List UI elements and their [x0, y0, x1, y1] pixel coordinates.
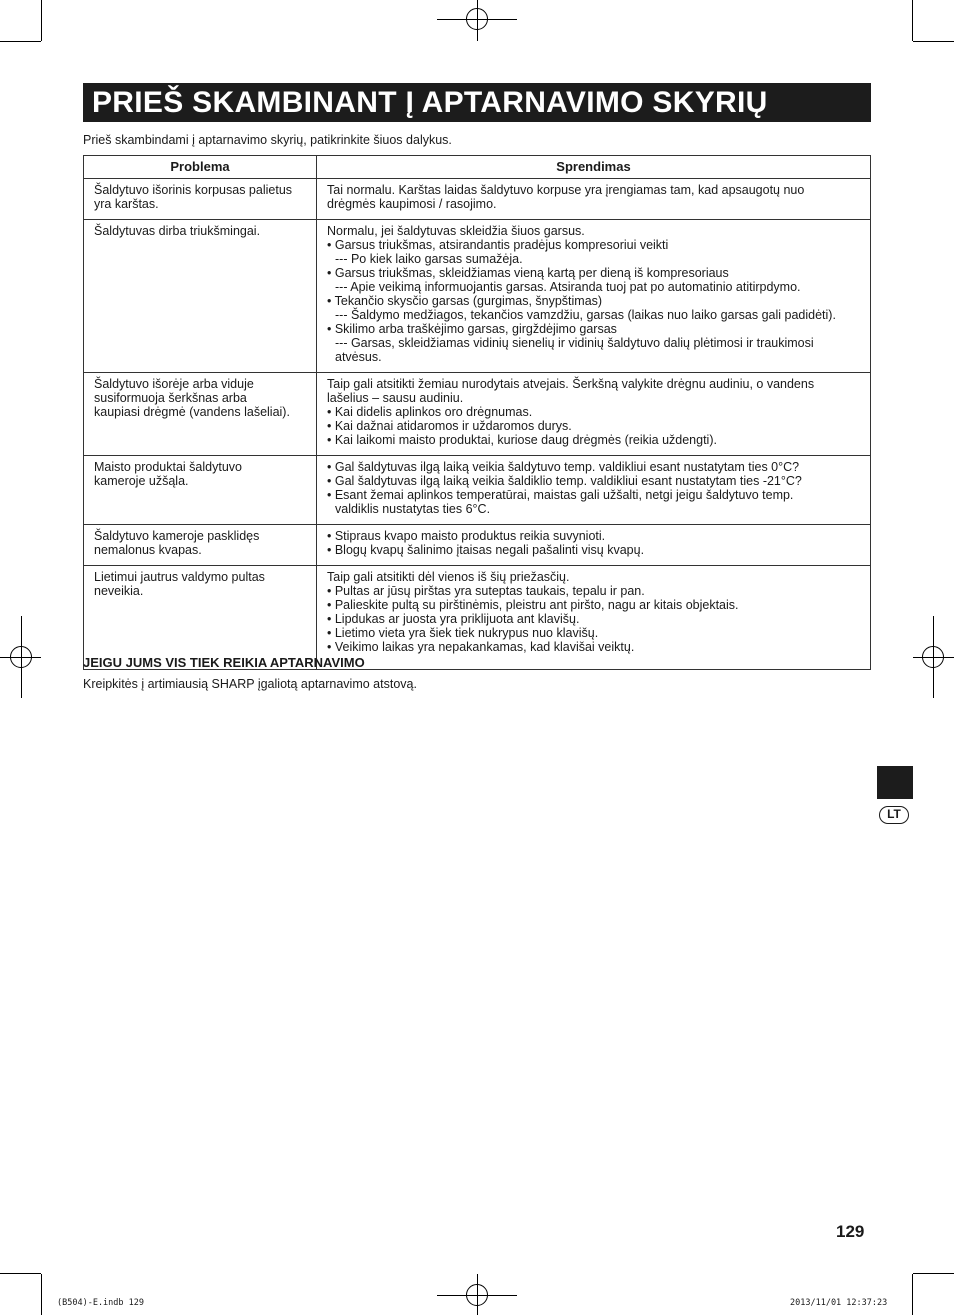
footer-timestamp: 2013/11/01 12:37:23	[790, 1298, 888, 1308]
solution-line: Taip gali atsitikti dėl vienos iš šių priežasčių.	[327, 570, 570, 584]
solution-line: valdiklis nustatytas ties 6°C.	[335, 502, 491, 516]
header-problem: Problema	[84, 156, 317, 179]
problem-cell	[84, 373, 317, 456]
solution-line: atvėsus.	[335, 350, 382, 364]
problem-cell	[84, 456, 317, 525]
problem-line: Šaldytuvas dirba triukšmingai.	[94, 224, 261, 238]
solution-line: • Tekančio skysčio garsas (gurgimas, šnypštimas)	[327, 294, 603, 308]
table-row	[84, 456, 871, 525]
solution-line: --- Apie veikimą informuojantis garsas. Atsiranda tuoj pat po automatinio atitirpdymo.	[335, 280, 801, 294]
solution-line: • Lipdukas ar juosta yra priklijuota ant klavišų.	[327, 612, 580, 626]
table-row	[84, 566, 871, 670]
table-row	[84, 373, 871, 456]
problem-cell	[84, 525, 317, 566]
solution-line: --- Po kiek laiko garsas sumažėja.	[335, 252, 523, 266]
solution-line: • Skilimo arba traškėjimo garsas, girgždėjimo garsas	[327, 322, 617, 336]
crop-mark	[0, 41, 41, 42]
crop-mark	[913, 41, 954, 42]
table-row	[84, 179, 871, 220]
solution-line: • Pultas ar jūsų pirštas yra suteptas taukais, tepalu ir pan.	[327, 584, 645, 598]
solution-line: • Palieskite pultą su pirštinėmis, pleistru ant piršto, nagu ar kitais objektais.	[327, 598, 739, 612]
crop-mark	[912, 0, 913, 41]
contact-text: Kreipkitės į artimiausią SHARP įgaliotą aptarnavimo atstovą.	[83, 677, 417, 691]
problem-line: kameroje užšąla.	[94, 474, 189, 488]
page-title: PRIEŠ SKAMBINANT Į APTARNAVIMO SKYRIŲ	[92, 85, 768, 119]
solution-cell	[317, 373, 871, 456]
page-number: 129	[836, 1222, 865, 1241]
table-row	[84, 525, 871, 566]
language-badge: LT	[879, 806, 909, 824]
problem-line: yra karštas.	[94, 197, 159, 211]
problem-line: Šaldytuvo išorėje arba viduje	[94, 377, 254, 391]
title-bar	[83, 83, 871, 122]
solution-line: Normalu, jei šaldytuvas skleidžia šiuos garsus.	[327, 224, 585, 238]
crop-mark	[0, 1273, 41, 1274]
crop-mark	[41, 1274, 42, 1315]
solution-line: • Kai laikomi maisto produktai, kuriose daug drėgmės (reikia uždengti).	[327, 433, 717, 447]
footer-file-info: (B504)-E.indb 129	[57, 1298, 144, 1308]
troubleshooting-table	[83, 155, 871, 670]
solution-line: • Lietimo vieta yra šiek tiek nukrypus nuo klavišų.	[327, 626, 599, 640]
solution-line: • Garsus triukšmas, atsirandantis pradėjus kompresoriui veikti	[327, 238, 669, 252]
solution-line: • Gal šaldytuvas ilgą laiką veikia šaldytuvo temp. valdikliui esant nustatytam ties 0°C?	[327, 460, 800, 474]
solution-line: Tai normalu. Karštas laidas šaldytuvo korpuse yra įrengiamas tam, kad apsaugotų nuo	[327, 183, 805, 197]
crop-mark	[41, 0, 42, 41]
problem-cell	[84, 566, 317, 670]
problem-line: susiformuoja šerkšnas arba	[94, 391, 247, 405]
solution-line: • Kai didelis aplinkos oro drėgnumas.	[327, 405, 533, 419]
problem-line: Maisto produktai šaldytuvo	[94, 460, 242, 474]
problem-line: Šaldytuvo išorinis korpusas palietus	[94, 183, 293, 197]
solution-cell	[317, 566, 871, 670]
solution-line: • Blogų kvapų šalinimo įtaisas negali pašalinti visų kvapų.	[327, 543, 645, 557]
solution-line: Taip gali atsitikti žemiau nurodytais atvejais. Šerkšną valykite drėgnu audiniu, o vandens	[327, 377, 815, 391]
table-row	[84, 220, 871, 373]
problem-line: Šaldytuvo kameroje pasklidęs	[94, 529, 260, 543]
solution-line: • Kai dažnai atidaromos ir uždaromos durys.	[327, 419, 572, 433]
solution-line: • Stipraus kvapo maisto produktus reikia suvynioti.	[327, 529, 606, 543]
problem-line: Lietimui jautrus valdymo pultas	[94, 570, 265, 584]
problem-line: neveikia.	[94, 584, 144, 598]
crop-mark	[912, 1274, 913, 1315]
solution-line: • Esant žemai aplinkos temperatūrai, maistas gali užšalti, netgi jeigu šaldytuvo temp.	[327, 488, 794, 502]
solution-line: • Garsus triukšmas, skleidžiamas vieną kartą per dieną iš kompresoriaus	[327, 266, 729, 280]
problem-cell	[84, 220, 317, 373]
solution-line: --- Šaldymo medžiagos, tekančios vamzdžiu, garsas (laikas nuo laiko garsas gali padidėti).	[335, 308, 836, 322]
solution-cell	[317, 179, 871, 220]
problem-cell	[84, 179, 317, 220]
problem-line: kaupiasi drėgmė (vandens lašeliai).	[94, 405, 290, 419]
intro-text: Prieš skambindami į aptarnavimo skyrių, patikrinkite šiuos dalykus.	[83, 133, 452, 147]
service-subheading: JEIGU JUMS VIS TIEK REIKIA APTARNAVIMO	[83, 655, 365, 670]
solution-cell	[317, 456, 871, 525]
crop-mark	[913, 1273, 954, 1274]
solution-cell	[317, 525, 871, 566]
table-body	[84, 179, 871, 670]
problem-line: nemalonus kvapas.	[94, 543, 202, 557]
solution-line: • Veikimo laikas yra nepakankamas, kad klavišai veiktų.	[327, 640, 635, 654]
solution-line: --- Garsas, skleidžiamas vidinių sienelių ir vidinių šaldytuvo dalių plėtimosi ir traukimosi	[335, 336, 814, 350]
solution-line: • Gal šaldytuvas ilgą laiką veikia šaldiklio temp. valdikliui esant nustatytam ties -21°C?	[327, 474, 802, 488]
solution-line: drėgmės kaupimosi / rasojimo.	[327, 197, 497, 211]
table-header-row	[84, 156, 871, 179]
solution-line: lašelius – sausu audiniu.	[327, 391, 464, 405]
header-solution: Sprendimas	[317, 156, 871, 179]
solution-cell	[317, 220, 871, 373]
section-tab-block	[877, 766, 913, 799]
